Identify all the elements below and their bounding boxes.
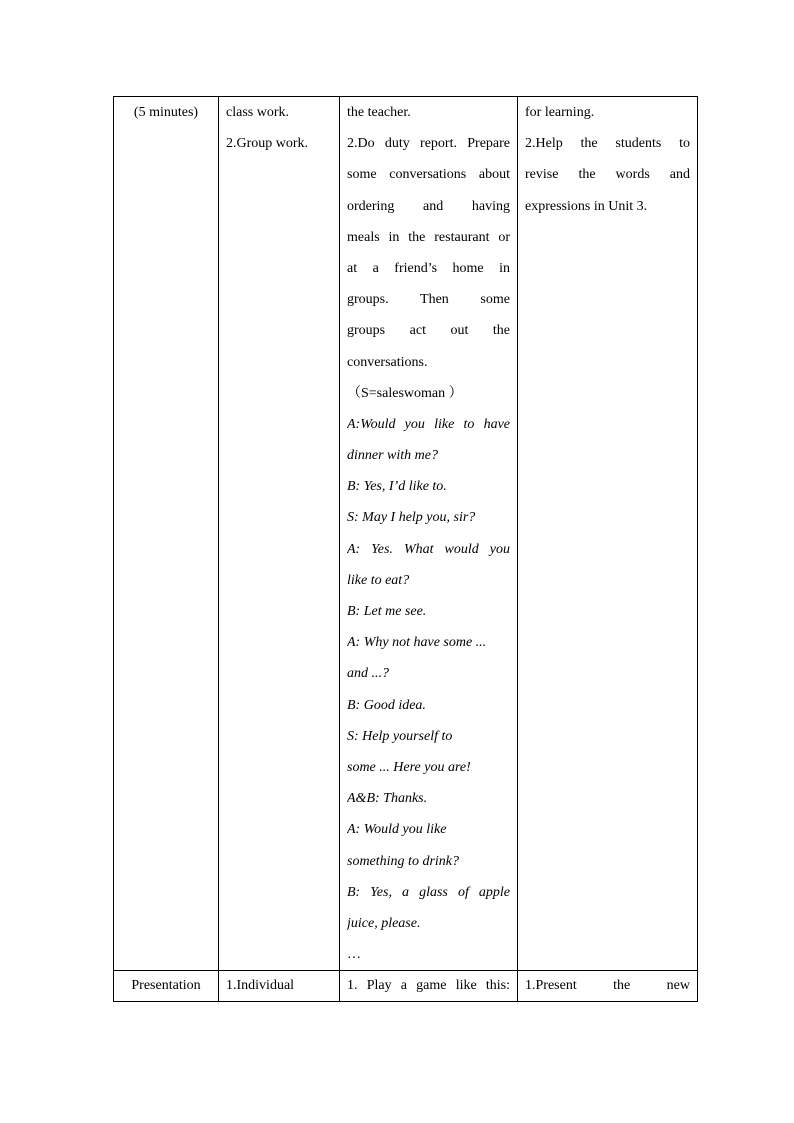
table-row (114, 97, 698, 971)
activity-line: … (347, 947, 361, 963)
mode-line: 1.Individual (226, 978, 295, 994)
activity-line: groups. Then some (347, 292, 510, 308)
stage-label: Presentation (131, 978, 201, 994)
stage-label: (5 minutes) (133, 105, 199, 120)
activity-line: 2.Help the students to (525, 136, 690, 152)
activity-line: A: Yes. What would you (347, 541, 510, 557)
activity-line: meals in the restaurant or (347, 229, 510, 245)
activity-line: some conversations about (347, 167, 510, 183)
activity-line: something to drink? (347, 853, 459, 869)
student-activity-cell (340, 97, 518, 971)
activity-line: groups act out the (347, 323, 510, 339)
teacher-activity-cell (518, 971, 698, 1002)
table-row (114, 971, 698, 1002)
activity-line: at a friend’s home in (347, 260, 510, 276)
teacher-activity-cell (518, 97, 698, 971)
activity-line: juice, please. (347, 915, 421, 931)
activity-line: expressions in Unit 3. (525, 198, 648, 214)
activity-line: B: Let me see. (347, 604, 427, 619)
stage-cell (114, 971, 219, 1002)
activity-line: ordering and having (347, 198, 510, 214)
stage-cell (114, 97, 219, 971)
activity-line: and ...? (347, 666, 389, 682)
activity-line: A:Would you like to have (347, 416, 510, 432)
activity-line: 1. Play a game like this: (347, 978, 510, 994)
student-activity-cell (340, 971, 518, 1002)
mode-cell (219, 97, 340, 971)
activity-line: A: Why not have some ... (347, 635, 487, 651)
activity-line: dinner with me? (347, 448, 438, 464)
activity-line: A&B: Thanks. (347, 791, 428, 807)
mode-line: class work. (226, 105, 289, 120)
activity-line: A: Would you like (347, 822, 447, 838)
activity-line: for learning. (525, 105, 595, 120)
activity-line: （S=saleswoman ） (347, 385, 463, 401)
activity-line: B: Yes, a glass of apple (347, 884, 510, 900)
activity-line: like to eat? (347, 572, 410, 588)
activity-line: some ... Here you are! (347, 759, 471, 775)
activity-line: the teacher. (347, 105, 411, 120)
mode-line: 2.Group work. (226, 136, 309, 152)
mode-cell (219, 971, 340, 1002)
activity-line: B: Good idea. (347, 697, 426, 713)
activity-line: S: May I help you, sir? (347, 510, 476, 526)
activity-line: revise the words and (525, 167, 690, 183)
activity-line: S: Help yourself to (347, 728, 453, 744)
activity-line: 2.Do duty report. Prepare (347, 136, 510, 152)
activity-line: conversations. (347, 354, 428, 370)
activity-line: 1.Present the new (525, 978, 690, 994)
activity-line: B: Yes, I’d like to. (347, 479, 447, 495)
lesson-plan-table (113, 96, 698, 1002)
